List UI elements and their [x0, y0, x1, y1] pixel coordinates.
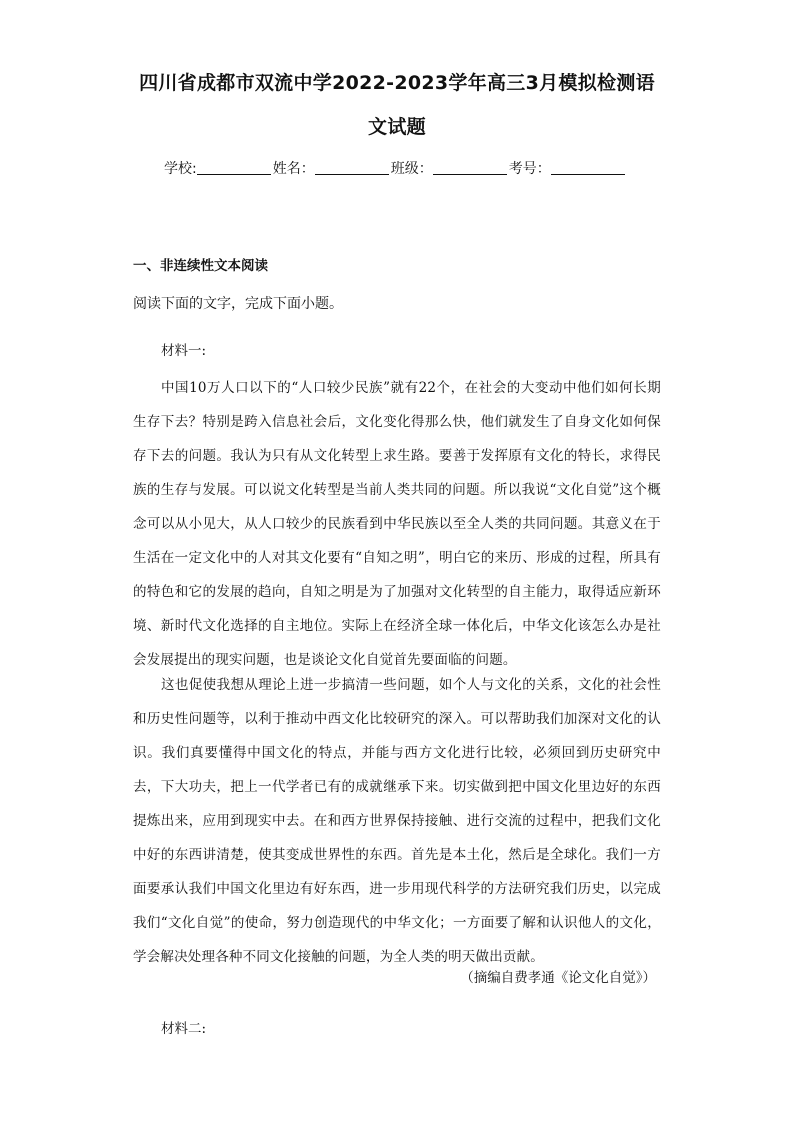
school-label: 学校:: [164, 161, 197, 177]
exam-title-line-2: 文试题: [368, 116, 426, 138]
exam-number-label: 考号：: [508, 161, 551, 177]
material-one-label: 材料一:: [161, 343, 207, 359]
material-one-paragraph-1: 中国10万人口以下的“人口较少民族”就有22个，在社会的大变动中他们如何长期生存下去？特别是跨入信息社会后，文化变化得那么快，他们就发生了自身文化如何保存下去的问题。我认为只有从文化转型上求生路。要善于发挥原有文化的特长，求得民族的生存与发展。可以说文化转型是当前人类共同的问题。所以我说“文化自觉”这个概念可以从小见大，从人口较少的民族看到中华民族以至全人类的共同问题。其意义在于生活在一定文化中的人对其文化要有“自知之明”，明白它的来历、形成的过程，所具有的特色和它的发展的趋向，自知之明是为了加强对文化转型的自主能力，取得适应新环境、新时代文化选择的自主地位。实际上在经济全球一体化后，中华文化该怎么办是社会发展提出的现实问题，也是谈论文化自觉首先要面临的问题。: [133, 380, 661, 668]
material-one-paragraph-2: 这也促使我想从理论上进一步搞清一些问题，如个人与文化的关系，文化的社会性和历史性问题等，以利于推动中西文化比较研究的深入。可以帮助我们加深对文化的认识。我们真要懂得中国文化的特点，并能与西方文化进行比较，必须回到历史研究中去，下大功夫，把上一代学者已有的成就继承下来。切实做到把中国文化里边好的东西提炼出来，应用到现实中去。在和西方世界保持接触、进行交流的过程中，把我们文化中好的东西讲清楚，使其变成世界性的东西。首先是本土化，然后是全球化。我们一方面要承认我们中国文化里边有好东西，进一步用现代科学的方法研究我们历史，以完成我们“文化自觉”的使命，努力创造现代的中华文化；一方面要了解和认识他人的文化，学会解决处理各种不同文化接触的问题，为全人类的明天做出贡献。: [133, 677, 661, 965]
school-blank[interactable]: [197, 160, 271, 175]
material-two-label: 材料二:: [161, 1021, 207, 1037]
class-label: 班级：: [390, 161, 433, 177]
name-blank[interactable]: [315, 160, 389, 175]
material-one-source: （摘编自费孝通《论文化自觉》）: [460, 970, 656, 986]
exam-number-blank[interactable]: [551, 160, 625, 175]
section-heading: 一、非连续性文本阅读: [133, 258, 268, 274]
reading-instruction: 阅读下面的文字，完成下面小题。: [133, 296, 343, 312]
name-label: 姓名：: [272, 161, 315, 177]
class-blank[interactable]: [433, 160, 507, 175]
student-info-row: [164, 158, 627, 178]
exam-title-line-1: 四川省成都市双流中学2022-2023学年高三3月模拟检测语: [139, 72, 655, 94]
